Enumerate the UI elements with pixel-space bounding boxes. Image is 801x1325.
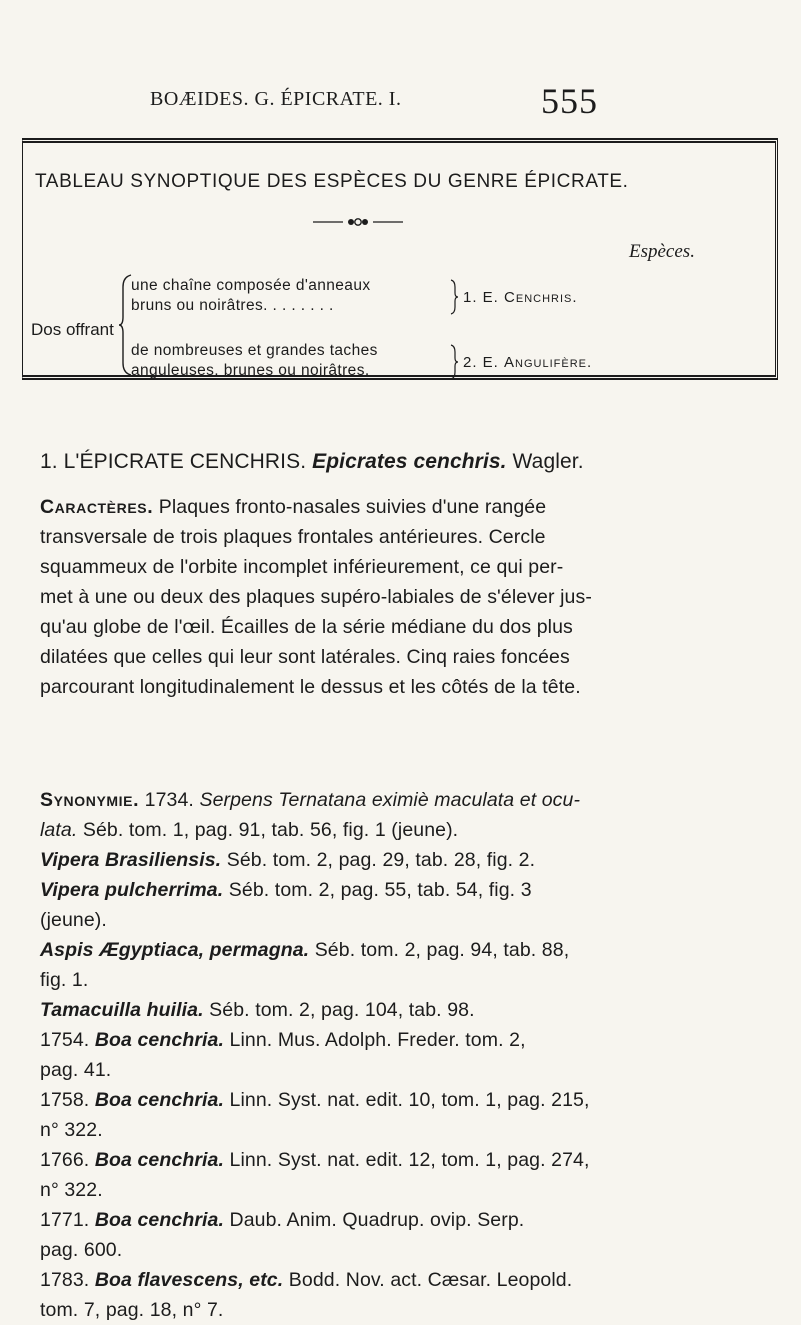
synonymy-entry bbox=[40, 845, 760, 875]
synonymy-entry bbox=[40, 1055, 760, 1085]
synonymy-entry bbox=[40, 1115, 760, 1145]
entry-year: 1758. bbox=[40, 1089, 95, 1111]
entry-reference: Séb. tom. 2, pag. 94, tab. 88, bbox=[309, 939, 570, 961]
synonymy-entry bbox=[40, 785, 760, 815]
page-number: 555 bbox=[541, 81, 598, 121]
entry-reference: tom. 7, pag. 18, n° 7. bbox=[40, 1299, 224, 1321]
species-2-number: 2. E. bbox=[463, 354, 499, 371]
entry-reference: Séb. tom. 2, pag. 55, tab. 54, fig. 3 bbox=[223, 879, 532, 901]
entry-taxon: Boa flavescens, etc. bbox=[94, 1269, 284, 1291]
entry-reference: pag. 41. bbox=[40, 1059, 112, 1081]
entry-reference: pag. 600. bbox=[40, 1239, 123, 1261]
entry-reference: Linn. Syst. nat. edit. 10, tom. 1, pag. 215, bbox=[224, 1089, 590, 1111]
characters-text: Plaques fronto-nasales suivies d'une rangée bbox=[158, 496, 547, 518]
entry-taxon: lata. bbox=[40, 819, 78, 841]
row-label: Dos offrant bbox=[31, 320, 114, 339]
table-option-2 bbox=[131, 341, 451, 381]
entry-reference: Séb. tom. 1, pag. 91, tab. 56, fig. 1 (jeune). bbox=[77, 819, 459, 841]
synonymy-entry bbox=[40, 995, 760, 1025]
characters-line: transversale de trois plaques frontales antérieures. Cercle bbox=[40, 526, 546, 548]
synonymy-entry bbox=[40, 1145, 760, 1175]
synonymy-label: Synonymie. bbox=[40, 789, 140, 811]
entry-taxon: Boa cenchria. bbox=[94, 1089, 225, 1111]
entry-reference: Daub. Anim. Quadrup. ovip. Serp. bbox=[224, 1209, 525, 1231]
right-brace-icon bbox=[450, 344, 458, 380]
entry-year: 1734. bbox=[144, 789, 200, 811]
heading-author: Wagler. bbox=[512, 450, 584, 473]
table-title: TABLEAU SYNOPTIQUE DES ESPÈCES DU GENRE ÉPICRATE. bbox=[35, 171, 629, 192]
synonymy-entry bbox=[40, 1025, 760, 1055]
section-heading bbox=[40, 447, 760, 477]
synonymy-entry bbox=[40, 905, 760, 935]
synonymy-entry bbox=[40, 1295, 760, 1325]
synonymy-entry bbox=[40, 1235, 760, 1265]
entry-reference: Séb. tom. 2, pag. 29, tab. 28, fig. 2. bbox=[221, 849, 536, 871]
synoptic-table bbox=[22, 138, 778, 380]
synonymy-entry bbox=[40, 875, 760, 905]
entry-reference: Linn. Syst. nat. edit. 12, tom. 1, pag. 274, bbox=[224, 1149, 590, 1171]
species-2-name: Angulifère. bbox=[504, 354, 593, 371]
characters-line: qu'au globe de l'œil. Écailles de la série médiane du dos plus bbox=[40, 616, 573, 638]
heading-title: 1. L'ÉPICRATE CENCHRIS. bbox=[40, 450, 307, 473]
entry-year: 1754. bbox=[40, 1029, 95, 1051]
synonymy-entry bbox=[40, 1205, 760, 1235]
ornament-icon bbox=[313, 217, 403, 227]
characters-line: met à une ou deux des plaques supéro-labiales de s'élever jus- bbox=[40, 586, 592, 608]
right-brace-icon bbox=[450, 279, 458, 315]
entry-taxon: Boa cenchria. bbox=[94, 1209, 225, 1231]
entry-reference: (jeune). bbox=[40, 909, 107, 931]
characters-line: dilatées que celles qui leur sont latérales. Cinq raies foncées bbox=[40, 646, 570, 668]
option-1-line-2: bruns ou noirâtres. . . . . . . . bbox=[131, 297, 334, 314]
synonymy-section bbox=[40, 785, 760, 1325]
entry-reference: Séb. tom. 2, pag. 104, tab. 98. bbox=[203, 999, 475, 1021]
entry-reference: fig. 1. bbox=[40, 969, 89, 991]
species-2 bbox=[463, 354, 592, 371]
entry-reference: n° 322. bbox=[40, 1179, 103, 1201]
synonymy-entry bbox=[40, 815, 760, 845]
option-2-line-1: de nombreuses et grandes taches bbox=[131, 342, 378, 359]
entry-taxon: Boa cenchria. bbox=[94, 1149, 225, 1171]
entry-taxon: Vipera Brasiliensis. bbox=[40, 849, 222, 871]
table-option-1 bbox=[131, 276, 451, 316]
synonymy-entry bbox=[40, 965, 760, 995]
species-column-header: Espèces. bbox=[629, 241, 695, 262]
entry-reference: Linn. Mus. Adolph. Freder. tom. 2, bbox=[224, 1029, 526, 1051]
entry-taxon: Boa cenchria. bbox=[94, 1029, 225, 1051]
characters-label: Caractères. bbox=[40, 496, 154, 518]
characters-line: squammeux de l'orbite incomplet inférieurement, ce qui per- bbox=[40, 556, 564, 578]
synonymy-entry bbox=[40, 1175, 760, 1205]
option-1-line-1: une chaîne composée d'anneaux bbox=[131, 277, 371, 294]
synonymy-entry bbox=[40, 935, 760, 965]
characters-paragraph bbox=[40, 492, 760, 702]
characters-line bbox=[40, 492, 760, 522]
option-2-line-2: anguleuses, brunes ou noirâtres. bbox=[131, 362, 370, 379]
entry-taxon: Serpens Ternatana eximiè maculata et ocu- bbox=[199, 789, 581, 811]
species-1-number: 1. E. bbox=[463, 289, 499, 306]
species-1-name: Cenchris. bbox=[504, 289, 578, 306]
heading-latin-name: Epicrates cenchris. bbox=[312, 450, 507, 473]
synonymy-entry bbox=[40, 1085, 760, 1115]
characters-line: parcourant longitudinalement le dessus et les côtés de la tête. bbox=[40, 676, 581, 698]
synonymy-entry bbox=[40, 1265, 760, 1295]
running-head-title: BOÆIDES. G. ÉPICRATE. I. bbox=[150, 88, 402, 110]
entry-year: 1783. bbox=[40, 1269, 95, 1291]
entry-taxon: Vipera pulcherrima. bbox=[40, 879, 224, 901]
entry-year: 1766. bbox=[40, 1149, 95, 1171]
entry-reference: Bodd. Nov. act. Cæsar. Leopold. bbox=[283, 1269, 573, 1291]
running-head bbox=[0, 78, 801, 121]
entry-year: 1771. bbox=[40, 1209, 95, 1231]
entry-taxon: Aspis Ægyptiaca, permagna. bbox=[40, 939, 310, 961]
entry-reference: n° 322. bbox=[40, 1119, 103, 1141]
species-1 bbox=[463, 289, 578, 306]
entry-taxon: Tamacuilla huilia. bbox=[40, 999, 204, 1021]
